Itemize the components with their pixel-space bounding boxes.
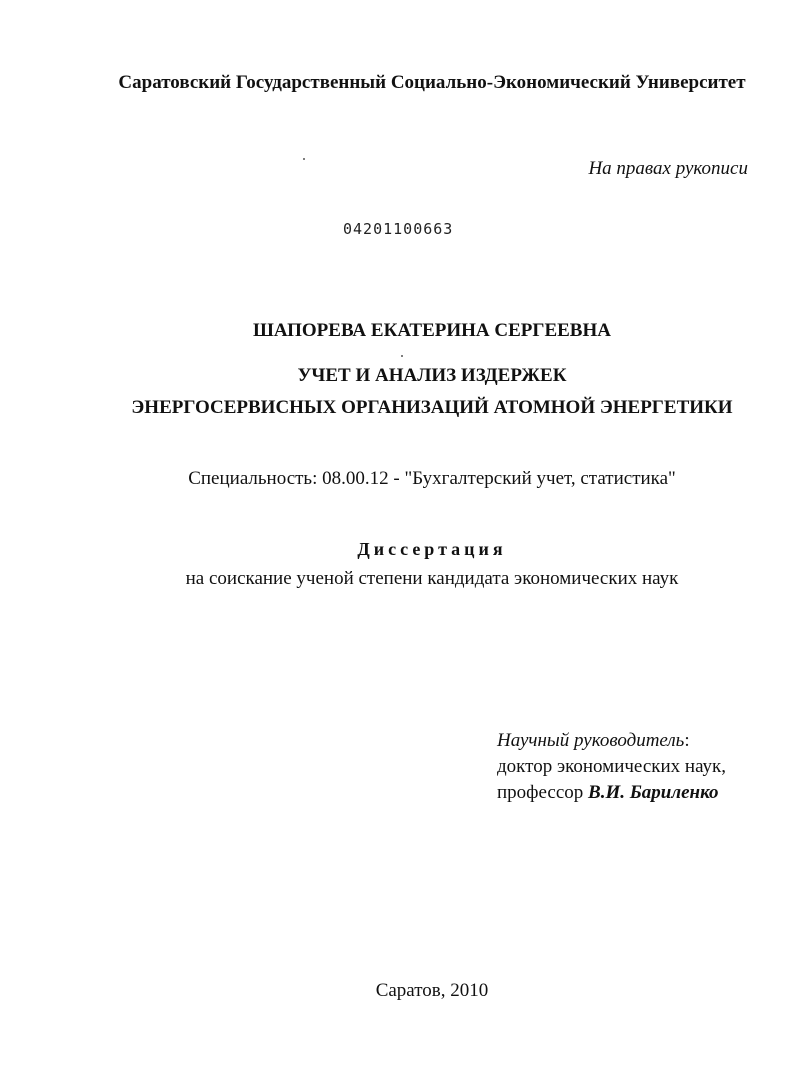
rights-note: На правах рукописи <box>588 158 748 179</box>
supervisor-degree: доктор экономических наук, <box>497 756 727 777</box>
specialty-line: Специальность: 08.00.12 - "Бухгалтерский учет, статистика" <box>188 468 676 489</box>
university-name: Саратовский Государственный Социально-Экономический Университет <box>118 72 746 93</box>
degree-line: на соискание ученой степени кандидата экономических наук <box>185 568 679 589</box>
scan-speck <box>303 158 305 160</box>
thesis-title-line-1: УЧЕТ И АНАЛИЗ ИЗДЕРЖЕК <box>297 365 567 386</box>
scan-speck <box>401 355 403 357</box>
supervisor-block <box>497 728 726 806</box>
document-code: 04201100663 <box>343 220 454 238</box>
city-year: Саратов, 2010 <box>375 980 489 1001</box>
author-name: ШАПОРЕВА ЕКАТЕРИНА СЕРГЕЕВНА <box>253 320 611 341</box>
thesis-title-line-2: ЭНЕРГОСЕРВИСНЫХ ОРГАНИЗАЦИЙ АТОМНОЙ ЭНЕРГЕТИКИ <box>131 397 733 418</box>
supervisor-title-line <box>497 780 726 806</box>
supervisor-role-line <box>497 728 726 754</box>
supervisor-role: Научный руководитель <box>497 730 685 751</box>
work-type-heading: Диссертация <box>357 539 507 559</box>
supervisor-title: профессор <box>497 782 584 803</box>
supervisor-role-suffix: : <box>684 730 690 751</box>
supervisor-name: В.И. Бариленко <box>588 782 719 803</box>
